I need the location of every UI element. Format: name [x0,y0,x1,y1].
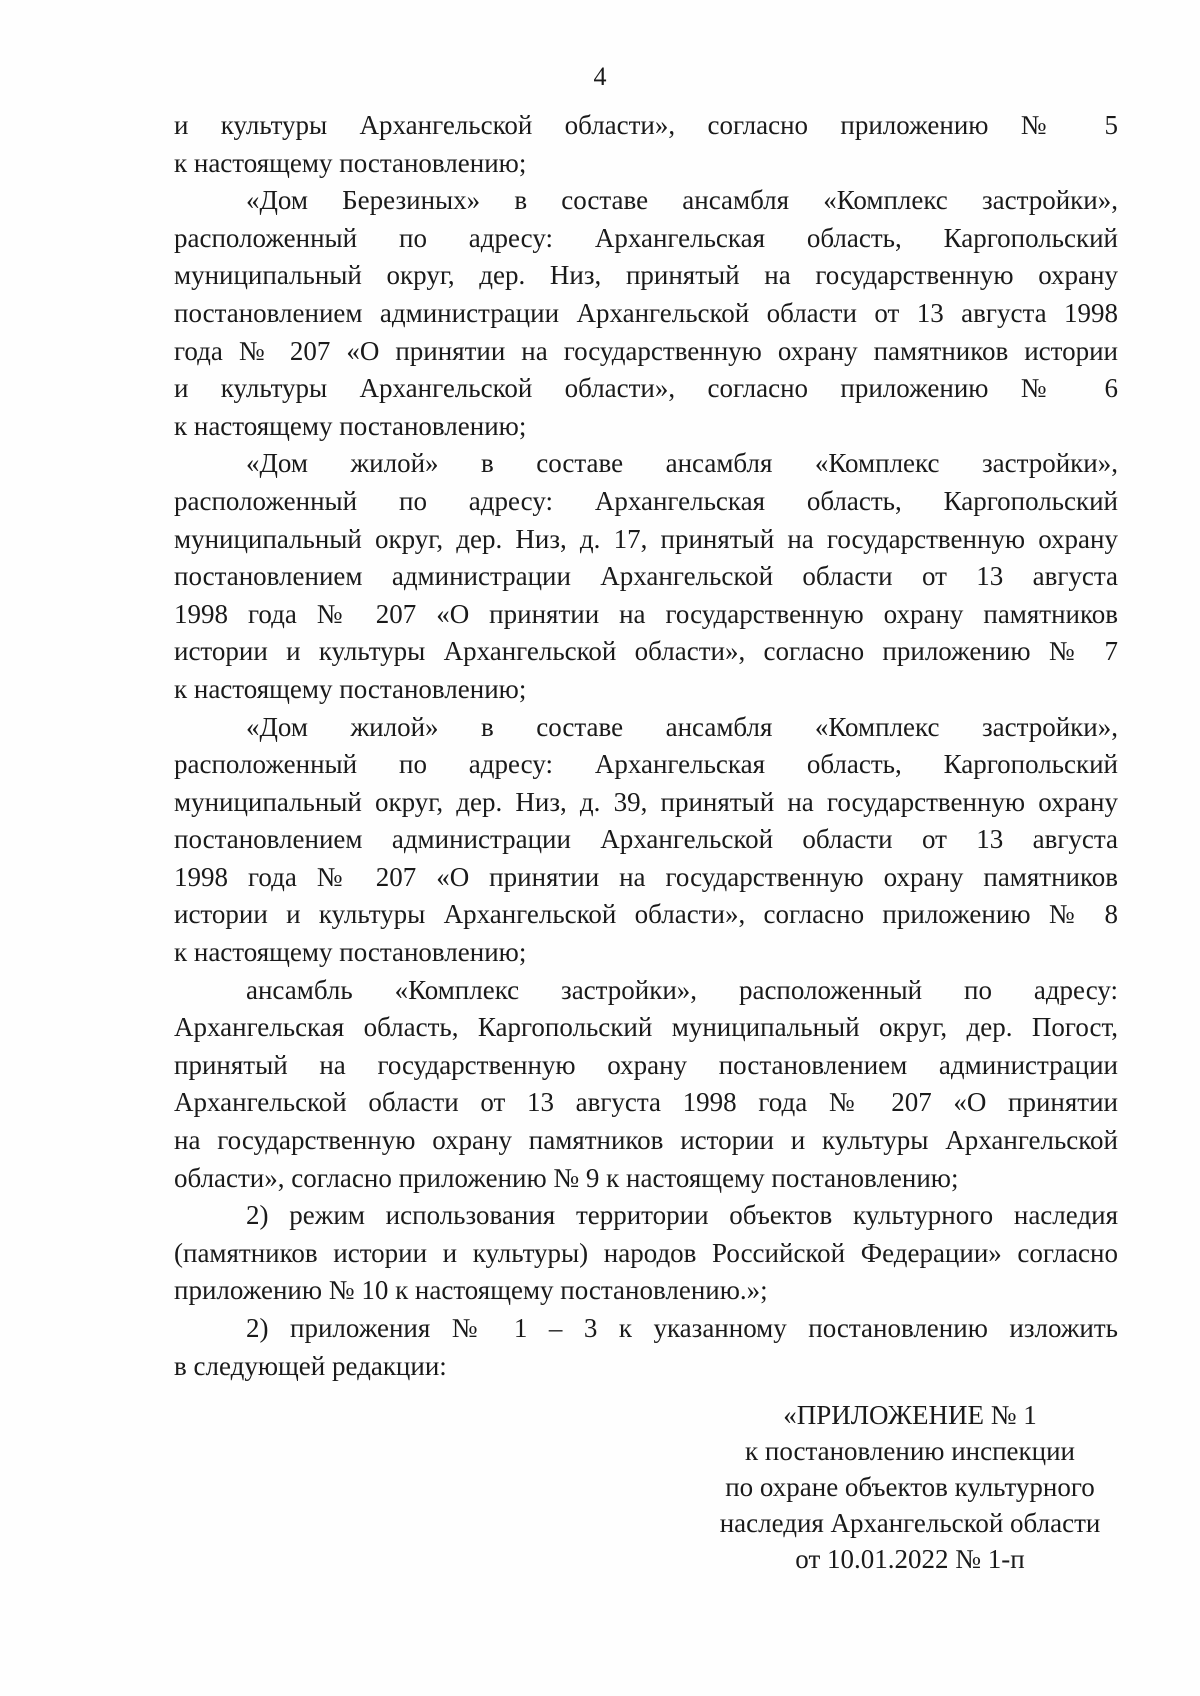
text-line: приложению № 10 к настоящему постановлению.»; [174,1275,768,1306]
text-line: к настоящему постановлению; [174,147,527,178]
text-line: «Дом жилой» в составе ансамбля «Комплекс застройки», [246,711,1118,742]
appendix-date: от 10.01.2022 № 1-п [795,1544,1025,1574]
paragraph-dom-berezinykh [174,182,1118,445]
text-line: постановлением администрации Архангельской области от 13 августа [174,824,1118,855]
text-line: 2) приложения № 1 – 3 к указанному постановлению изложить [246,1313,1118,1343]
text-line: истории и культуры Архангельской области», согласно приложению № 8 [174,899,1118,930]
text-line: и культуры Архангельской области», согласно приложению № 5 [174,110,1118,140]
appendix-line: наследия Архангельской области [719,1508,1101,1538]
appendix-line: к постановлению инспекции [745,1436,1075,1466]
appendix-title: «ПРИЛОЖЕНИЕ № 1 [783,1400,1037,1430]
text-line: области», согласно приложению № 9 к настоящему постановлению; [174,1162,959,1193]
text-line: расположенный по адресу: Архангельская область, Каргопольский [174,749,1118,780]
text-line: муниципальный округ, дер. Низ, д. 39, принятый на государственную охрану [174,786,1118,817]
text-line: истории и культуры Архангельской области», согласно приложению № 7 [174,636,1118,667]
appendix-line: по охране объектов культурного [725,1472,1095,1502]
page-number: 4 [593,62,607,91]
text-line: постановлением администрации Архангельской области от 13 августа 1998 [174,297,1118,328]
text-line: к настоящему постановлению; [174,673,527,704]
text-line: расположенный по адресу: Архангельская область, Каргопольский [174,485,1118,516]
paragraph-continuation [174,107,1118,182]
paragraph-dom-zhiloy-17 [174,445,1118,708]
text-line: «Дом жилой» в составе ансамбля «Комплекс застройки», [246,448,1118,479]
text-line: муниципальный округ, дер. Низ, д. 17, принятый на государственную охрану [174,523,1118,554]
text-line: муниципальный округ, дер. Низ, принятый на государственную охрану [174,260,1118,291]
appendix-heading [680,1397,1140,1577]
body-text [174,107,1118,1385]
text-line: расположенный по адресу: Архангельская область, Каргопольский [174,222,1118,253]
text-line: 1998 года № 207 «О принятии на государственную охрану памятников [174,598,1118,629]
paragraph-dom-zhiloy-39 [174,709,1118,972]
paragraph-prilozheniya [174,1310,1118,1385]
text-line: (памятников истории и культуры) народов Российской Федерации» согласно [174,1237,1118,1268]
text-line: к настоящему постановлению; [174,937,527,968]
paragraph-ansambl-pogost [174,972,1118,1198]
text-line: Архангельской области от 13 августа 1998 года № 207 «О принятии [174,1087,1118,1118]
text-line: постановлением администрации Архангельской области от 13 августа [174,561,1118,592]
text-line: в следующей редакции: [174,1350,447,1381]
text-line: и культуры Архангельской области», согласно приложению № 6 [174,373,1118,404]
text-line: 2) режим использования территории объектов культурного наследия [246,1200,1118,1231]
text-line: «Дом Березиных» в составе ансамбля «Комплекс застройки», [246,185,1118,216]
text-line: к настоящему постановлению; [174,410,527,441]
text-line: года № 207 «О принятии на государственную охрану памятников истории [174,335,1118,366]
paragraph-rezhim [174,1197,1118,1310]
text-line: на государственную охрану памятников истории и культуры Архангельской [174,1125,1118,1156]
text-line: Архангельская область, Каргопольский муниципальный округ, дер. Погост, [174,1012,1118,1043]
text-line: ансамбль «Комплекс застройки», расположенный по адресу: [246,974,1118,1005]
text-line: принятый на государственную охрану постановлением администрации [174,1049,1118,1080]
text-line: 1998 года № 207 «О принятии на государственную охрану памятников [174,861,1118,892]
